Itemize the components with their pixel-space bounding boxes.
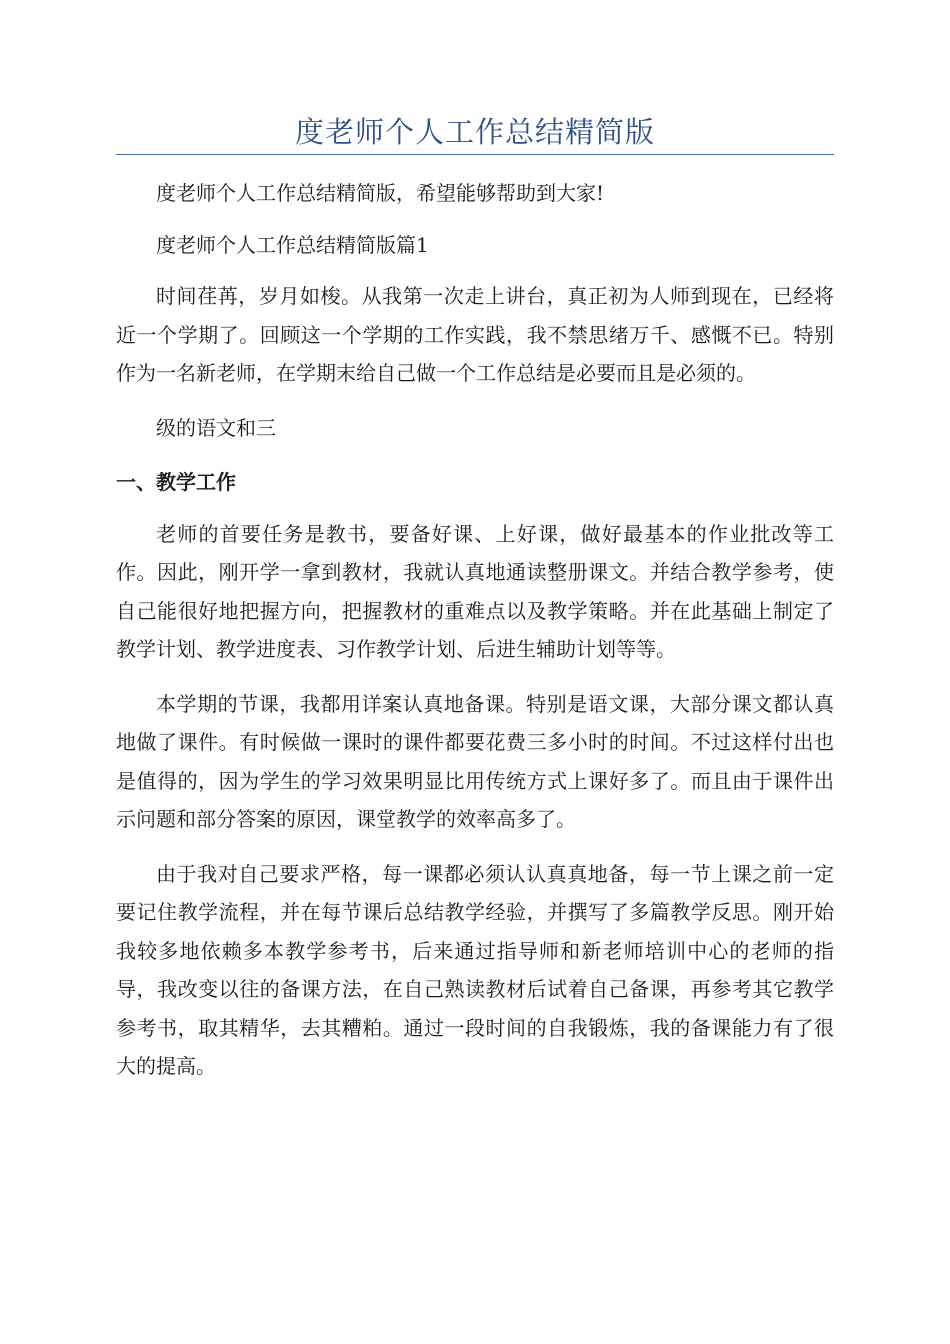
paragraph-5: 由于我对自己要求严格，每一课都必须认认真真地备，每一节上课之前一定要记住教学流程，并在每节课后总结教学经验，并撰写了多篇教学反思。刚开始我较多地依赖多本教学参考书，后来通过指导师和新老师培训中心的老师的指导，我改变以往的备课方法，在自己熟读教材后试着自己备课，再参考其它教学参考书，取其精华，去其糟粕。通过一段时间的自我锻炼，我的备课能力有了很大的提高。	[116, 861, 834, 1078]
paragraph-1: 时间荏苒，岁月如梭。从我第一次走上讲台，真正初为人师到现在，已经将近一个学期了。回顾这一个学期的工作实践，我不禁思绪万千、感慨不已。特别作为一名新老师，在学期末给自己做一个工作总结是必要而且是必须的。	[116, 284, 834, 385]
document-body	[116, 174, 834, 1086]
title-underline	[116, 154, 834, 155]
section-heading-teaching: 一、教学工作	[116, 470, 236, 494]
paragraph-4: 本学期的节课，我都用详案认真地备课。特别是语文课，大部分课文都认真地做了课件。有时候做一课时的课件都要花费三多小时的时间。不过这样付出也是值得的，因为学生的学习效果明显比用传统方式上课好多了。而且由于课件出示问题和部分答案的原因，课堂教学的效率高多了。	[116, 691, 834, 831]
paragraph-2: 级的语文和三	[156, 415, 276, 440]
paragraph-3: 老师的首要任务是教书，要备好课、上好课，做好最基本的作业批改等工作。因此，刚开学一拿到教材，我就认真地通读整册课文。并结合教学参考，使自己能很好地把握方向，把握教材的重难点以及教学策略。并在此基础上制定了教学计划、教学进度表、习作教学计划、后进生辅助计划等等。	[116, 521, 834, 661]
document-title: 度老师个人工作总结精简版	[294, 115, 655, 149]
intro-paragraph: 度老师个人工作总结精简版，希望能够帮助到大家!	[156, 181, 605, 205]
section-subtitle: 度老师个人工作总结精简版篇1	[156, 232, 429, 257]
